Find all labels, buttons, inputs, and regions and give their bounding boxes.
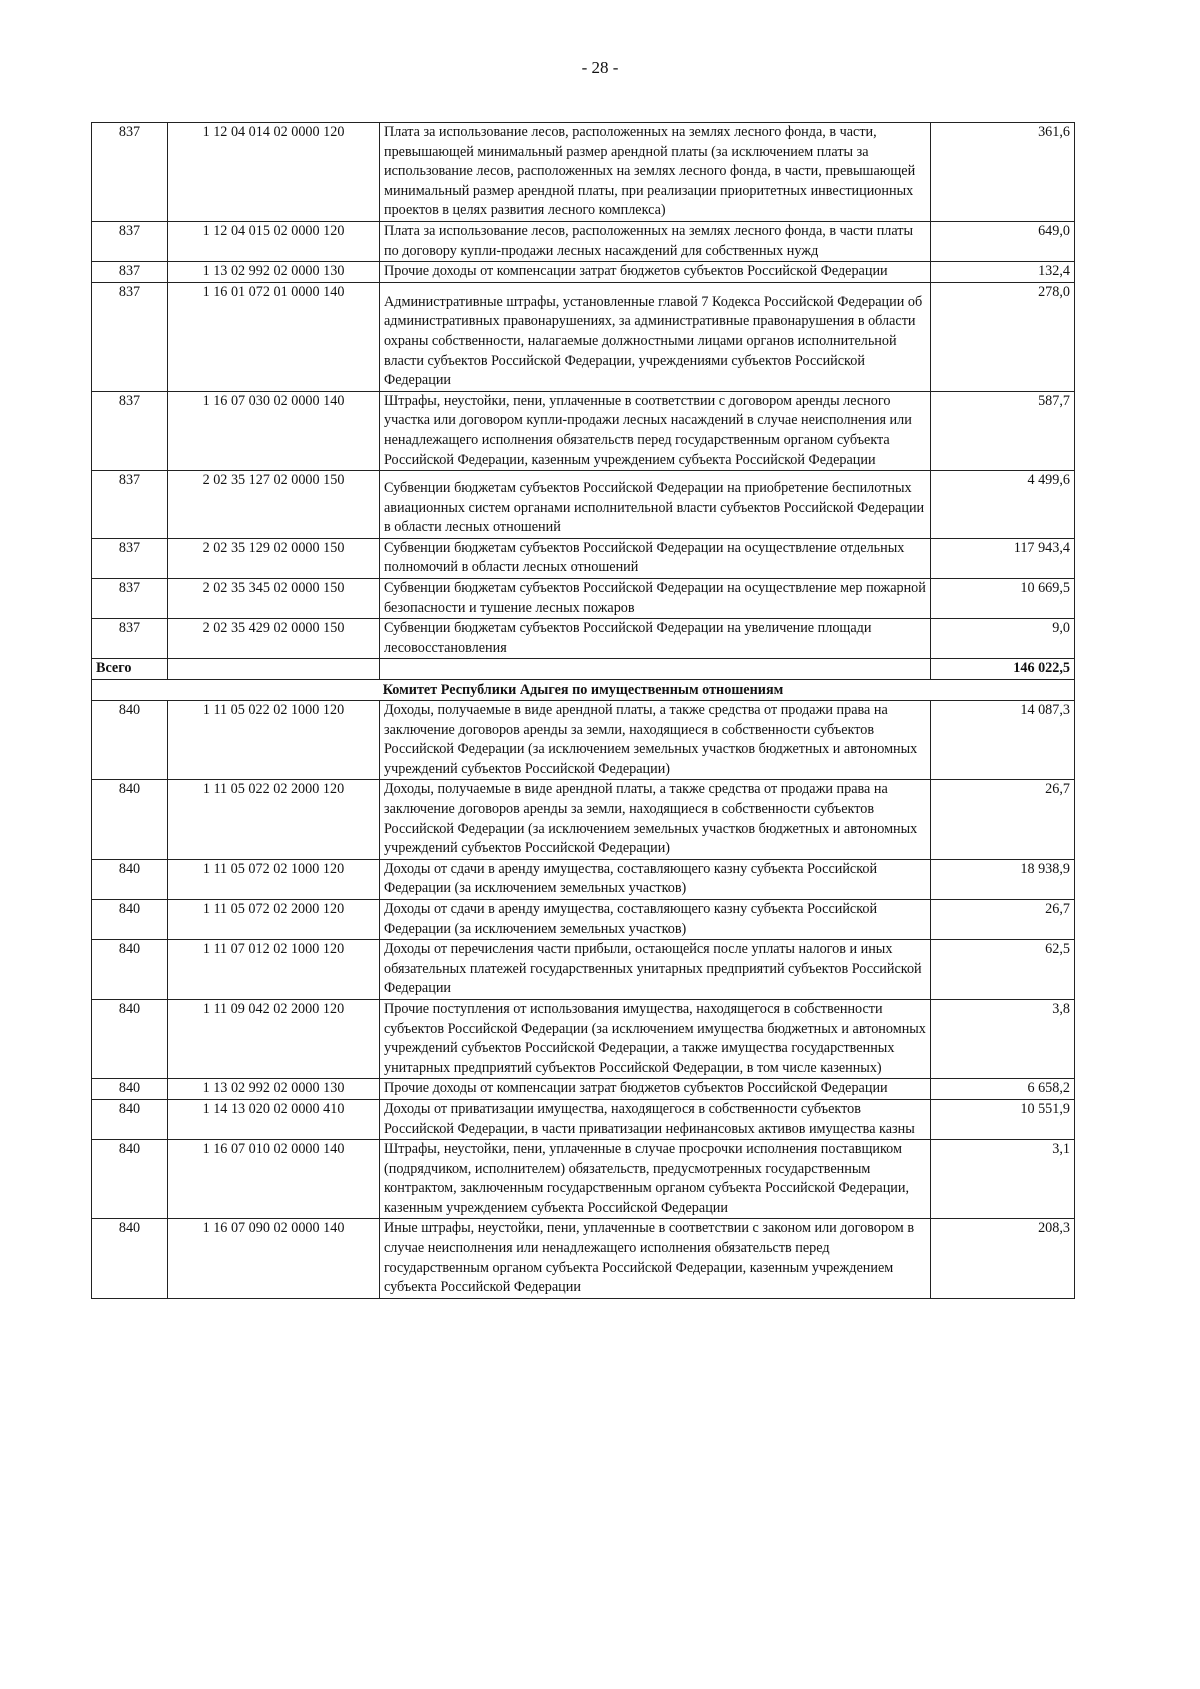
table-row: [92, 221, 1075, 261]
classification-code: 1 11 09 042 02 2000 120: [168, 999, 380, 1078]
admin-code: 837: [92, 538, 168, 578]
page-number: - 28 -: [581, 58, 619, 77]
table-row: [92, 859, 1075, 899]
section-row: [92, 680, 1075, 701]
revenue-name: Субвенции бюджетам субъектов Российской Федерации на увеличение площади лесовосстановления: [380, 619, 931, 659]
empty-cell: [380, 659, 931, 680]
classification-code: 1 11 05 022 02 1000 120: [168, 701, 380, 780]
revenue-name: Плата за использование лесов, расположенных на землях лесного фонда, в части платы по договору купли-продажи лесных насаждений для собственных нужд: [380, 221, 931, 261]
classification-code: 1 16 07 090 02 0000 140: [168, 1219, 380, 1298]
revenue-name: Административные штрафы, установленные главой 7 Кодекса Российской Федерации об административных правонарушениях, за административные правонарушения в области охраны собственности, налагаемые должностными лицами органов исполнительной власти субъектов Российской Федерации, учреждениями субъектов Российской Федерации: [380, 282, 931, 391]
amount: 208,3: [931, 1219, 1075, 1298]
admin-code: 840: [92, 1140, 168, 1219]
admin-code: 837: [92, 221, 168, 261]
classification-code: 2 02 35 127 02 0000 150: [168, 471, 380, 539]
revenue-name: Доходы от сдачи в аренду имущества, составляющего казну субъекта Российской Федерации (за исключением земельных участков): [380, 899, 931, 939]
admin-code: 837: [92, 619, 168, 659]
amount: 361,6: [931, 123, 1075, 222]
admin-code: 837: [92, 262, 168, 283]
admin-code: 840: [92, 701, 168, 780]
table-row: [92, 701, 1075, 780]
revenue-name: Штрафы, неустойки, пени, уплаченные в случае просрочки исполнения поставщиком (подрядчиком, исполнителем) обязательств, предусмотренных государственным контрактом, заключенным государственным органом субъекта Российской Федерации, казенным учреждением субъекта Российской Федерации: [380, 1140, 931, 1219]
amount: 14 087,3: [931, 701, 1075, 780]
table-row: [92, 282, 1075, 391]
amount: 117 943,4: [931, 538, 1075, 578]
table-row: [92, 1079, 1075, 1100]
amount: 4 499,6: [931, 471, 1075, 539]
amount: 10 669,5: [931, 579, 1075, 619]
classification-code: 1 12 04 014 02 0000 120: [168, 123, 380, 222]
table-row: [92, 940, 1075, 1000]
amount: 3,8: [931, 999, 1075, 1078]
revenue-name: Прочие доходы от компенсации затрат бюджетов субъектов Российской Федерации: [380, 262, 931, 283]
table-row: [92, 1219, 1075, 1298]
revenue-name: Доходы от сдачи в аренду имущества, составляющего казну субъекта Российской Федерации (за исключением земельных участков): [380, 859, 931, 899]
classification-code: 1 16 07 010 02 0000 140: [168, 1140, 380, 1219]
total-label: Всего: [92, 659, 168, 680]
table-row: [92, 579, 1075, 619]
table-row: [92, 391, 1075, 470]
table-row: [92, 538, 1075, 578]
classification-code: 2 02 35 429 02 0000 150: [168, 619, 380, 659]
classification-code: 1 14 13 020 02 0000 410: [168, 1099, 380, 1139]
table-row: [92, 1099, 1075, 1139]
admin-code: 840: [92, 859, 168, 899]
amount: 278,0: [931, 282, 1075, 391]
revenue-name: Иные штрафы, неустойки, пени, уплаченные в соответствии с законом или договором в случае неисполнения или ненадлежащего исполнения обязательств перед государственным органом субъекта Российской Федерации, казенным учреждением субъекта Российской Федерации: [380, 1219, 931, 1298]
amount: 18 938,9: [931, 859, 1075, 899]
revenue-name: Штрафы, неустойки, пени, уплаченные в соответствии с договором аренды лесного участка или договором купли-продажи лесных насаждений в случае неисполнения или ненадлежащего исполнения обязательств перед государственным органом субъекта Российской Федерации, казенным учреждением субъекта Российской Федерации: [380, 391, 931, 470]
revenue-name: Доходы от перечисления части прибыли, остающейся после уплаты налогов и иных обязательных платежей государственных унитарных предприятий субъектов Российской Федерации: [380, 940, 931, 1000]
table-row: [92, 123, 1075, 222]
classification-code: 1 13 02 992 02 0000 130: [168, 262, 380, 283]
admin-code: 840: [92, 1099, 168, 1139]
revenue-name: Прочие доходы от компенсации затрат бюджетов субъектов Российской Федерации: [380, 1079, 931, 1100]
table-row: [92, 471, 1075, 539]
admin-code: 840: [92, 780, 168, 859]
revenue-name: Плата за использование лесов, расположенных на землях лесного фонда, в части, превышающей минимальный размер арендной платы (за исключением платы за использование лесов, расположенных на землях лесного фонда, в части, превышающей минимальный размер арендной платы, при реализации приоритетных инвестиционных проектов в целях развития лесного комплекса): [380, 123, 931, 222]
admin-code: 837: [92, 282, 168, 391]
section-title: Комитет Республики Адыгея по имущественным отношениям: [92, 680, 1075, 701]
revenue-name: Субвенции бюджетам субъектов Российской Федерации на приобретение беспилотных авиационных систем органами исполнительной власти субъектов Российской Федерации в области лесных отношений: [380, 471, 931, 539]
admin-code: 837: [92, 471, 168, 539]
total-amount: 146 022,5: [931, 659, 1075, 680]
admin-code: 837: [92, 391, 168, 470]
amount: 132,4: [931, 262, 1075, 283]
classification-code: 1 13 02 992 02 0000 130: [168, 1079, 380, 1100]
table-row: [92, 262, 1075, 283]
classification-code: 2 02 35 345 02 0000 150: [168, 579, 380, 619]
revenue-name: Субвенции бюджетам субъектов Российской Федерации на осуществление мер пожарной безопасности и тушение лесных пожаров: [380, 579, 931, 619]
classification-code: 1 12 04 015 02 0000 120: [168, 221, 380, 261]
classification-code: 1 11 05 072 02 1000 120: [168, 859, 380, 899]
table-row: [92, 619, 1075, 659]
classification-code: 1 11 05 072 02 2000 120: [168, 899, 380, 939]
amount: 649,0: [931, 221, 1075, 261]
amount: 9,0: [931, 619, 1075, 659]
amount: 3,1: [931, 1140, 1075, 1219]
admin-code: 840: [92, 999, 168, 1078]
revenue-name: Доходы, получаемые в виде арендной платы, а также средства от продажи права на заключение договоров аренды за земли, находящиеся в собственности субъектов Российской Федерации (за исключением земельных участков бюджетных и автономных учреждений субъектов Российской Федерации): [380, 701, 931, 780]
classification-code: 2 02 35 129 02 0000 150: [168, 538, 380, 578]
revenue-name: Доходы, получаемые в виде арендной платы, а также средства от продажи права на заключение договоров аренды за земли, находящиеся в собственности субъектов Российской Федерации (за исключением земельных участков бюджетных и автономных учреждений субъектов Российской Федерации): [380, 780, 931, 859]
empty-cell: [168, 659, 380, 680]
table-row: [92, 1140, 1075, 1219]
revenue-name: Субвенции бюджетам субъектов Российской Федерации на осуществление отдельных полномочий в области лесных отношений: [380, 538, 931, 578]
table-row: [92, 780, 1075, 859]
amount: 62,5: [931, 940, 1075, 1000]
classification-code: 1 11 07 012 02 1000 120: [168, 940, 380, 1000]
admin-code: 840: [92, 1079, 168, 1100]
table-row: [92, 899, 1075, 939]
revenue-name: Доходы от приватизации имущества, находящегося в собственности субъектов Российской Федерации, в части приватизации нефинансовых активов имущества казны: [380, 1099, 931, 1139]
amount: 26,7: [931, 899, 1075, 939]
amount: 10 551,9: [931, 1099, 1075, 1139]
classification-code: 1 16 07 030 02 0000 140: [168, 391, 380, 470]
admin-code: 840: [92, 1219, 168, 1298]
amount: 6 658,2: [931, 1079, 1075, 1100]
table-row: [92, 999, 1075, 1078]
amount: 26,7: [931, 780, 1075, 859]
admin-code: 837: [92, 579, 168, 619]
revenue-table: [91, 122, 1075, 1299]
total-row: [92, 659, 1075, 680]
amount: 587,7: [931, 391, 1075, 470]
classification-code: 1 11 05 022 02 2000 120: [168, 780, 380, 859]
admin-code: 837: [92, 123, 168, 222]
revenue-name: Прочие поступления от использования имущества, находящегося в собственности субъектов Российской Федерации (за исключением имущества бюджетных и автономных учреждений субъектов Российской Федерации, а также имущества государственных унитарных предприятий субъектов Российской Федерации, в том числе казенных): [380, 999, 931, 1078]
admin-code: 840: [92, 940, 168, 1000]
admin-code: 840: [92, 899, 168, 939]
classification-code: 1 16 01 072 01 0000 140: [168, 282, 380, 391]
